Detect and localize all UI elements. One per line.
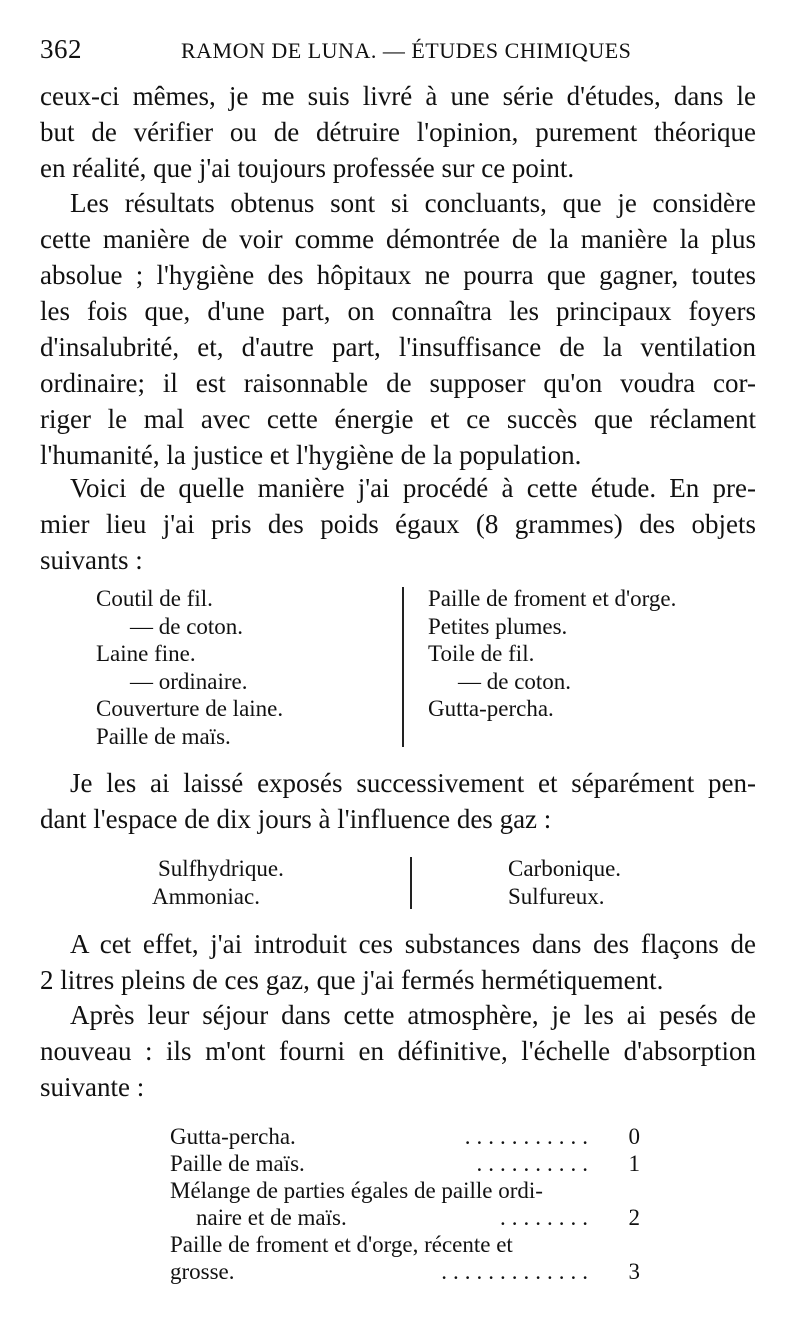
scale-label: Paille de maïs. [170, 1151, 305, 1176]
table-row [170, 1258, 640, 1285]
gases-column-left [152, 855, 284, 910]
text-line: Je les ai laissé exposés successivement et séparément pen- [70, 768, 756, 798]
text-line: Les résultats obtenus sont si concluants, que je considère [70, 188, 756, 218]
table-row [170, 1231, 640, 1258]
list-item: Paille de froment et d'orge. [428, 586, 677, 611]
paragraph-result [40, 997, 756, 1105]
text-line: suivants : [40, 545, 143, 575]
table-row [170, 1123, 640, 1150]
list-item: Sulfureux. [508, 883, 605, 909]
gases-list [0, 855, 800, 915]
text-line: en réalité, que j'ai toujours professée sur ce point. [40, 153, 575, 183]
dot-leader: .......... [476, 1151, 594, 1176]
table-row [170, 1204, 640, 1231]
list-item: Laine fine. [96, 641, 196, 666]
list-item: — de coton. [130, 613, 244, 639]
list-item: Gutta-percha. [428, 696, 554, 721]
text-line: 2 litres pleins de ces gaz, que j'ai fermés hermétiquement. [40, 965, 664, 995]
list-item: Sulfhydrique. [158, 856, 284, 881]
text-line: suivante : [40, 1072, 145, 1102]
paragraph-conclusion [40, 185, 756, 473]
scale-label: Paille de froment et d'orge, récente et [170, 1232, 513, 1257]
dot-leader: ........ [500, 1205, 594, 1230]
column-divider [402, 587, 404, 747]
absorption-scale [170, 1123, 640, 1285]
text-line: nouveau : ils m'ont fourni en définitive, l'échelle d'absorption [40, 1036, 756, 1066]
dot-leader: ............. [441, 1259, 594, 1284]
text-line: les fois que, d'une part, on connaîtra les principaux foyers [40, 296, 756, 326]
scale-value: 1 [628, 1151, 640, 1176]
text-line: d'insalubrité, et, d'autre part, l'insuffisance de la ventilation [40, 332, 756, 362]
list-item: Couverture de laine. [96, 696, 284, 721]
list-item: Paille de maïs. [96, 723, 231, 749]
materials-column-right [428, 585, 676, 723]
text-line: riger le mal avec cette énergie et ce succès que réclament [40, 404, 756, 434]
dot-leader: ........... [464, 1124, 594, 1149]
list-item: Petites plumes. [428, 613, 568, 639]
page-number: 362 [40, 34, 82, 64]
paragraph-procedure [40, 470, 756, 578]
text-line: cette manière de voir comme démontrée de la manière la plus [40, 224, 756, 254]
text-line: Voici de quelle manière j'ai procédé à cette étude. En pre- [70, 473, 756, 503]
text-line: mier lieu j'ai pris des poids égaux (8 grammes) des objets [40, 509, 756, 539]
text-line: absolue ; l'hygiène des hôpitaux ne pourra que gagner, toutes [40, 260, 756, 290]
text-line: ordinaire; il est raisonnable de supposer qu'on voudra cor- [40, 368, 756, 398]
text-line: dant l'espace de dix jours à l'influence des gaz : [40, 804, 552, 834]
list-item: Coutil de fil. [96, 586, 213, 611]
page-header [40, 32, 760, 72]
paragraph-method [40, 926, 756, 998]
scale-label: Gutta-percha. [170, 1124, 296, 1149]
scale-value: 2 [628, 1205, 640, 1230]
list-item: Toile de fil. [428, 641, 535, 666]
materials-list [0, 585, 800, 755]
text-line: l'humanité, la justice et l'hygiène de la population. [40, 440, 582, 470]
text-line: A cet effet, j'ai introduit ces substances dans des flaçons de [70, 929, 756, 959]
list-item: — de coton. [458, 668, 572, 694]
running-title: RAMON DE LUNA. — ÉTUDES CHIMIQUES [181, 38, 632, 63]
list-item: — ordinaire. [130, 668, 248, 694]
list-item: Carbonique. [508, 856, 622, 881]
scale-label: grosse. [170, 1259, 235, 1284]
scale-label: naire et de maïs. [196, 1205, 347, 1230]
text-line: but de vérifier ou de détruire l'opinion, purement théorique [40, 117, 756, 147]
list-item: Ammoniac. [152, 883, 260, 909]
column-divider [410, 857, 412, 909]
scale-label: Mélange de parties égales de paille ordi- [170, 1178, 543, 1203]
text-line: ceux-ci mêmes, je me suis livré à une série d'études, dans le [40, 81, 756, 111]
table-row [170, 1150, 640, 1177]
paragraph-exposure [40, 765, 756, 837]
materials-column-left [96, 585, 283, 750]
paragraph-intro [40, 78, 756, 186]
scale-value: 0 [628, 1124, 640, 1149]
gases-column-right [508, 855, 621, 910]
scale-value: 3 [628, 1259, 640, 1284]
text-line: Après leur séjour dans cette atmosphère, je les ai pesés de [70, 1000, 756, 1030]
table-row [170, 1177, 640, 1204]
